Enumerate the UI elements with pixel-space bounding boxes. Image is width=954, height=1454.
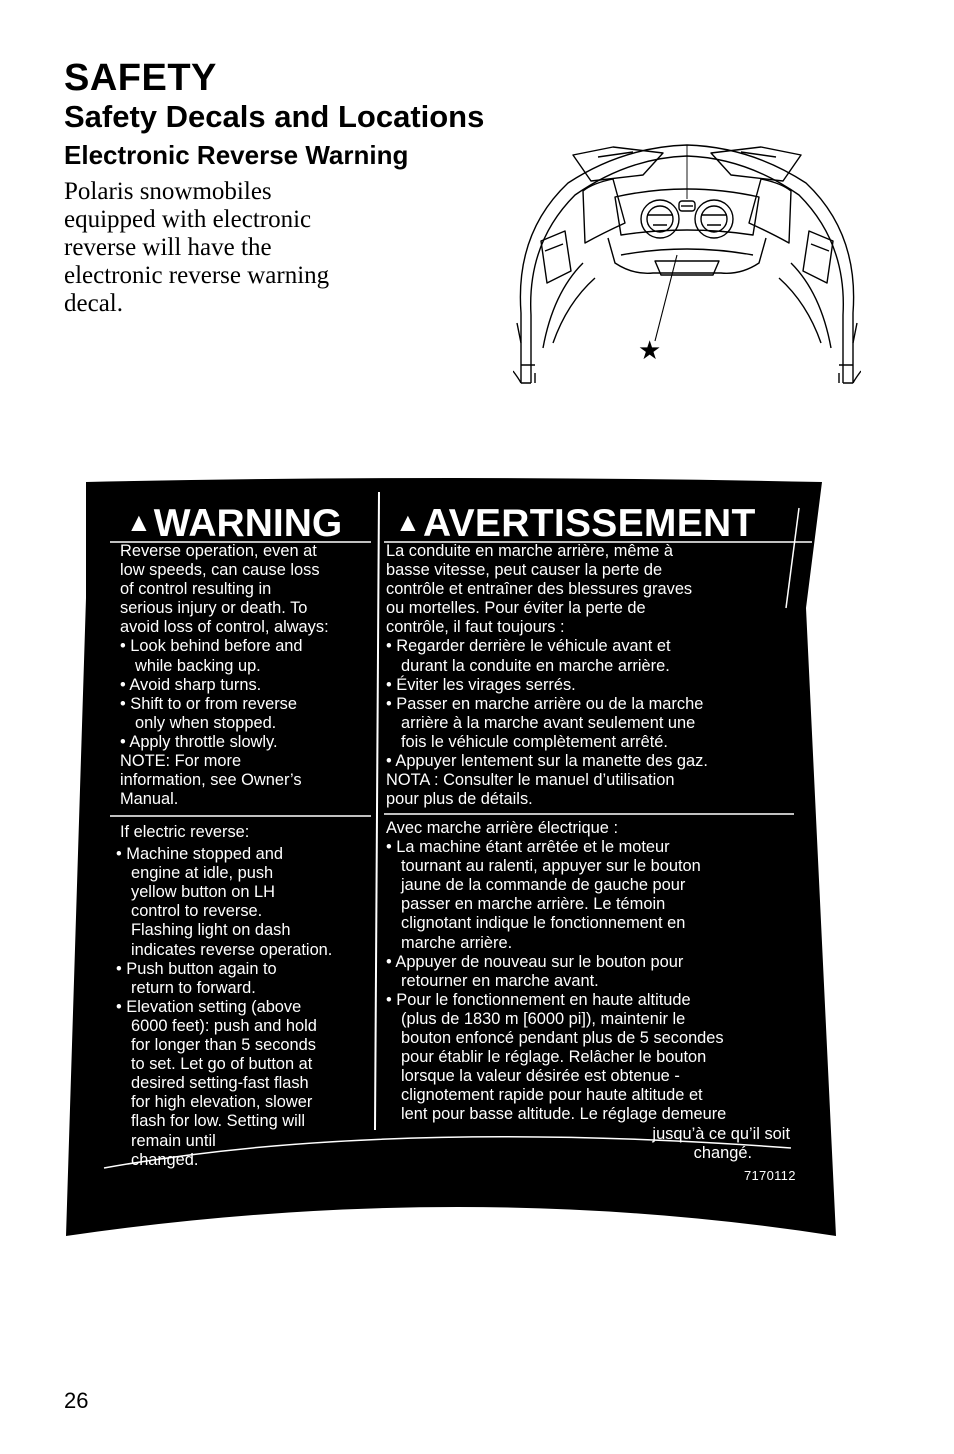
decal-line: jaune de la commande de gauche pour: [401, 876, 686, 895]
decal-line: contrôle, il faut toujours :: [386, 618, 565, 637]
decal-line: • Regarder derrière le véhicule avant et: [386, 637, 671, 656]
decal-line: If electric reverse:: [120, 823, 250, 841]
decal-line: • Shift to or from reverse: [120, 694, 297, 713]
decal-line: lent pour basse altitude. Le réglage demeure: [401, 1105, 727, 1124]
warning-heading: [126, 500, 342, 544]
decal-line: • Appuyer lentement sur la manette des gaz.: [386, 752, 708, 771]
decal-line: return to forward.: [131, 978, 256, 997]
french-warning-text: [386, 542, 708, 809]
warning-triangle-icon: ▲: [126, 507, 152, 537]
decal-line: • Apply throttle slowly.: [120, 732, 278, 751]
decal-line: • Machine stopped and: [116, 845, 284, 864]
decal-line: • Pour le fonctionnement en haute altitude: [386, 990, 691, 1009]
decal-line: avoid loss of control, always:: [120, 618, 329, 637]
english-electric-reverse-text: [116, 823, 332, 1170]
decal-line: • Appuyer de nouveau sur le bouton pour: [386, 952, 684, 971]
decal-line: to set. Let go of button at: [131, 1055, 313, 1074]
decal-location-marker: ★: [638, 335, 662, 365]
decal-line: contrôle et entraîner des blessures graves: [386, 580, 693, 599]
page-title: Safety Decals and Locations: [64, 99, 485, 134]
decal-line: • Push button again to: [116, 959, 277, 978]
decal-line: arrière à la marche avant seulement une: [401, 713, 696, 732]
decal-line: pour plus de détails.: [386, 790, 533, 809]
intro-line: Polaris snowmobiles: [64, 178, 272, 205]
decal-line: changed.: [131, 1150, 199, 1169]
decal-line: • Passer en marche arrière ou de la marche: [386, 694, 704, 713]
decal-line: clignotement rapide pour haute altitude et: [401, 1086, 703, 1105]
decal-line: • Elevation setting (above: [116, 997, 302, 1016]
decal-line: desired setting-fast flash: [131, 1074, 309, 1093]
snowmobile-hood-illustration: [513, 143, 861, 388]
decal-line: for longer than 5 seconds: [131, 1036, 316, 1055]
decal-line: while backing up.: [135, 656, 261, 675]
decal-line: • La machine étant arrêtée et le moteur: [386, 838, 670, 857]
decal-line: tournant au ralenti, appuyer sur le bouton: [401, 857, 701, 876]
decal-line: for high elevation, slower: [131, 1093, 313, 1112]
warning-decal: [64, 478, 836, 1242]
intro-line: decal.: [64, 290, 123, 317]
decal-line: Avec marche arrière électrique :: [386, 819, 618, 837]
decal-line: remain until: [131, 1131, 216, 1150]
decal-line: 6000 feet): push and hold: [131, 1016, 317, 1035]
decal-line: passer en marche arrière. Le témoin: [401, 895, 666, 914]
decal-line: Flashing light on dash: [131, 921, 291, 940]
decal-line: only when stopped.: [135, 713, 277, 732]
intro-line: electronic reverse warning: [64, 262, 330, 289]
decal-line: indicates reverse operation.: [131, 940, 333, 959]
intro-paragraph: [64, 178, 374, 318]
decal-line: (plus de 1830 m [6000 pi]), maintenir le: [401, 1009, 686, 1028]
decal-line: pour établir le réglage. Relâcher le bouton: [401, 1048, 707, 1067]
decal-part-number: 7170112: [744, 1168, 796, 1183]
section-title: SAFETY: [64, 57, 217, 99]
intro-line: equipped with electronic: [64, 206, 312, 233]
decal-line: NOTE: For more: [120, 752, 242, 771]
decal-line: • Look behind before and: [120, 637, 303, 656]
decal-line: marche arrière.: [401, 933, 513, 952]
decal-line: ou mortelles. Pour éviter la perte de: [386, 599, 646, 618]
decal-line: control to reverse.: [131, 902, 263, 921]
decal-line: yellow button on LH: [131, 883, 275, 902]
warning-heading-text: WARNING: [153, 502, 343, 545]
avertissement-heading: [395, 500, 756, 544]
warning-triangle-icon: ▲: [395, 507, 422, 537]
decal-line: La conduite en marche arrière, même à: [386, 542, 673, 560]
decal-line: flash for low. Setting will: [131, 1112, 305, 1131]
decal-line: of control resulting in: [120, 580, 272, 599]
page-number: 26: [64, 1388, 89, 1413]
decal-line: NOTA : Consulter le manuel d’utilisation: [386, 771, 675, 790]
decal-line: engine at idle, push: [131, 864, 274, 883]
decal-line: clignotant indique le fonctionnement en: [401, 914, 686, 933]
decal-line: information, see Owner’s: [120, 771, 302, 790]
decal-line: durant la conduite en marche arrière.: [401, 656, 670, 675]
subsection-title: Electronic Reverse Warning: [64, 140, 409, 170]
decal-line: serious injury or death. To: [120, 599, 308, 618]
intro-line: reverse will have the: [64, 234, 272, 261]
decal-line: low speeds, can cause loss: [120, 561, 320, 580]
avertissement-heading-text: AVERTISSEMENT: [423, 502, 756, 545]
decal-line: basse vitesse, peut causer la perte de: [386, 561, 663, 580]
decal-line: retourner en marche avant.: [401, 971, 599, 990]
french-electric-reverse-text: [386, 819, 790, 1163]
decal-line: • Éviter les virages serrés.: [386, 675, 576, 694]
decal-line: Manual.: [120, 790, 179, 809]
decal-line: fois le véhicule complètement arrêté.: [401, 732, 668, 751]
decal-line: • Avoid sharp turns.: [120, 675, 262, 694]
decal-line: bouton enfoncé pendant plus de 5 secondes: [401, 1029, 724, 1048]
english-warning-text: [120, 542, 329, 809]
decal-line: jusqu’à ce qu’il soit: [652, 1124, 790, 1143]
decal-line: changé.: [693, 1143, 752, 1162]
decal-line: Reverse operation, even at: [120, 542, 317, 560]
decal-line: lorsque la valeur désirée est obtenue -: [401, 1067, 680, 1086]
